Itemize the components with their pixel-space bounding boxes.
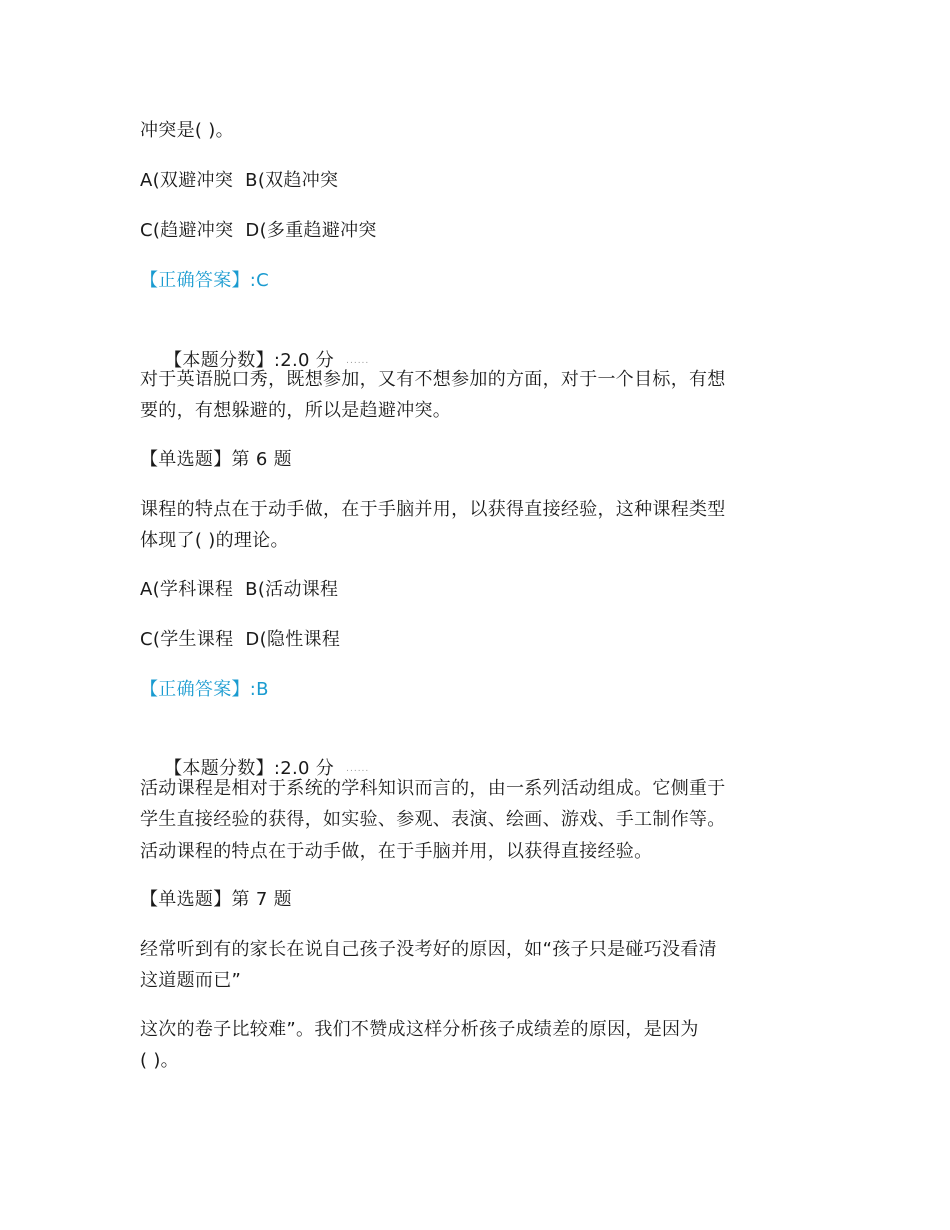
q7-stem-2: 这道题而已” [140, 970, 242, 991]
q6-explanation-3: 活动课程的特点在于动手做，在于手脑并用，以获得直接经验。 [140, 841, 653, 862]
q7-header: 【单选题】第 7 题 [140, 889, 292, 910]
q6-stem-1: 课程的特点在于动手做，在于手脑并用，以获得直接经验，这种课程类型 [140, 499, 726, 520]
q6-explanation-1: 活动课程是相对于系统的学科知识而言的，由一系列活动组成。它侧重于 [140, 778, 726, 799]
q7-stem-3: 这次的卷子比较难”。我们不赞成这样分析孩子成绩差的原因，是因为 [140, 1019, 699, 1040]
q6-options-ab: A(学科课程 B(活动课程 [140, 579, 339, 600]
q5-explanation-2: 要的，有想躲避的，所以是趋避冲突。 [140, 400, 452, 421]
q5-dots: ...... [346, 356, 370, 366]
q5-options-cd: C(趋避冲突 D(多重趋避冲突 [140, 220, 377, 241]
q7-stem-4: ( )。 [140, 1050, 179, 1071]
q6-explanation-2: 学生直接经验的获得，如实验、参观、表演、绘画、游戏、手工制作等。 [140, 809, 726, 830]
q7-stem-1: 经常听到有的家长在说自己孩子没考好的原因，如“孩子只是碰巧没看清 [140, 939, 717, 960]
q6-stem-2: 体现了( )的理论。 [140, 530, 289, 551]
q5-stem-tail: 冲突是( )。 [140, 120, 234, 141]
q6-options-cd: C(学生课程 D(隐性课程 [140, 629, 341, 650]
q5-correct-answer: 【正确答案】:C [140, 270, 270, 291]
q5-score: 【本题分数】:2.0 分 [164, 350, 335, 371]
q6-header: 【单选题】第 6 题 [140, 449, 292, 470]
q5-explanation-1: 对于英语脱口秀，既想参加，又有不想参加的方面，对于一个目标，有想 [140, 369, 726, 390]
q6-dots: ...... [346, 764, 370, 774]
q5-options-ab: A(双避冲突 B(双趋冲突 [140, 170, 339, 191]
q6-score: 【本题分数】:2.0 分 [164, 758, 335, 779]
q6-correct-answer: 【正确答案】:B [140, 679, 269, 700]
